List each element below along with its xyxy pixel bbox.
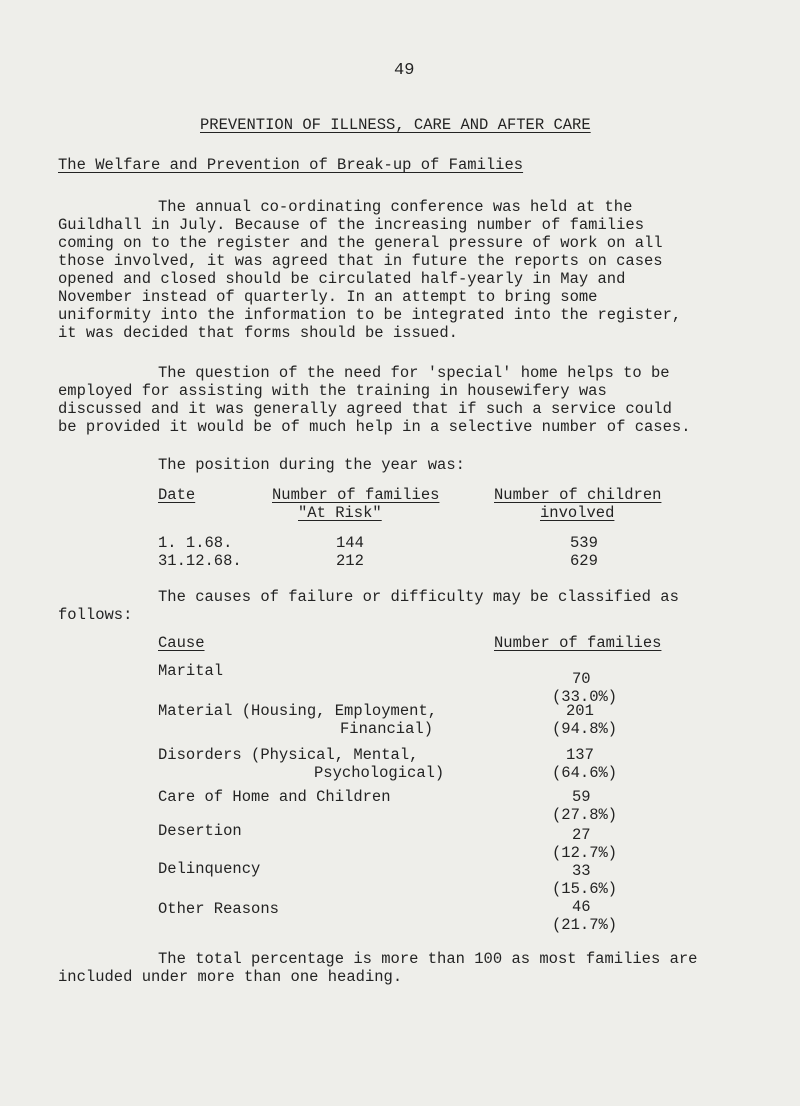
- paragraph-line: employed for assisting with the training in housewifery was: [58, 382, 607, 400]
- closing-line: The total percentage is more than 100 as most families are: [158, 950, 698, 968]
- paragraph-line: Guildhall in July. Because of the increasing number of families: [58, 216, 644, 234]
- causes-intro: The causes of failure or difficulty may be classified as: [158, 588, 679, 606]
- cause-label-cont: Financial): [340, 720, 434, 738]
- row-children: 629: [570, 552, 598, 570]
- cause-number: 33: [572, 862, 591, 880]
- cause-number: 70: [572, 670, 591, 688]
- cause-number: 137: [566, 746, 594, 764]
- row-children: 539: [570, 534, 598, 552]
- page-title: PREVENTION OF ILLNESS, CARE AND AFTER CARE: [200, 116, 591, 134]
- cause-number: 46: [572, 898, 591, 916]
- header-cause: Cause: [158, 634, 205, 652]
- paragraph-line: uniformity into the information to be integrated into the register,: [58, 306, 682, 324]
- paragraph-line: coming on to the register and the general pressure of work on all: [58, 234, 663, 252]
- paragraph-line: The annual co-ordinating conference was held at the: [158, 198, 633, 216]
- cause-label: Desertion: [158, 822, 242, 840]
- cause-label: Disorders (Physical, Mental,: [158, 746, 419, 764]
- cause-label: Marital: [158, 662, 224, 680]
- cause-label: Delinquency: [158, 860, 261, 878]
- cause-number: 59: [572, 788, 591, 806]
- cause-percent: (64.6%): [552, 764, 618, 782]
- cause-number: 27: [572, 826, 591, 844]
- row-families: 144: [336, 534, 364, 552]
- cause-label: Other Reasons: [158, 900, 279, 918]
- cause-percent: (94.8%): [552, 720, 618, 738]
- paragraph-line: discussed and it was generally agreed that if such a service could: [58, 400, 672, 418]
- paragraph-line: opened and closed should be circulated half-yearly in May and: [58, 270, 626, 288]
- row-date: 31.12.68.: [158, 552, 242, 570]
- row-families: 212: [336, 552, 364, 570]
- paragraph-line: those involved, it was agreed that in future the reports on cases: [58, 252, 663, 270]
- header-number-of-families: Number of families: [494, 634, 662, 652]
- position-intro: The position during the year was:: [158, 456, 465, 474]
- cause-percent: (27.8%): [552, 806, 618, 824]
- header-families: Number of families: [272, 486, 440, 504]
- paragraph-line: The question of the need for 'special' home helps to be: [158, 364, 670, 382]
- cause-percent: (15.6%): [552, 880, 618, 898]
- closing-line-cont: included under more than one heading.: [58, 968, 403, 986]
- header-children-sub: involved: [540, 504, 615, 522]
- causes-intro-cont: follows:: [58, 606, 133, 624]
- header-families-sub: "At Risk": [298, 504, 382, 522]
- paragraph-line: November instead of quarterly. In an attempt to bring some: [58, 288, 598, 306]
- paragraph-line: be provided it would be of much help in a selective number of cases.: [58, 418, 691, 436]
- header-children: Number of children: [494, 486, 662, 504]
- paragraph-line: it was decided that forms should be issued.: [58, 324, 458, 342]
- cause-label-cont: Psychological): [314, 764, 445, 782]
- header-date: Date: [158, 486, 196, 504]
- cause-label: Care of Home and Children: [158, 788, 391, 806]
- cause-percent: (21.7%): [552, 916, 618, 934]
- section-heading: The Welfare and Prevention of Break-up of Families: [58, 156, 524, 174]
- cause-number: 201: [566, 702, 594, 720]
- cause-label: Material (Housing, Employment,: [158, 702, 438, 720]
- page-number: 49: [394, 61, 415, 80]
- cause-percent: (33.0%): [552, 688, 618, 706]
- cause-percent: (12.7%): [552, 844, 618, 862]
- row-date: 1. 1.68.: [158, 534, 233, 552]
